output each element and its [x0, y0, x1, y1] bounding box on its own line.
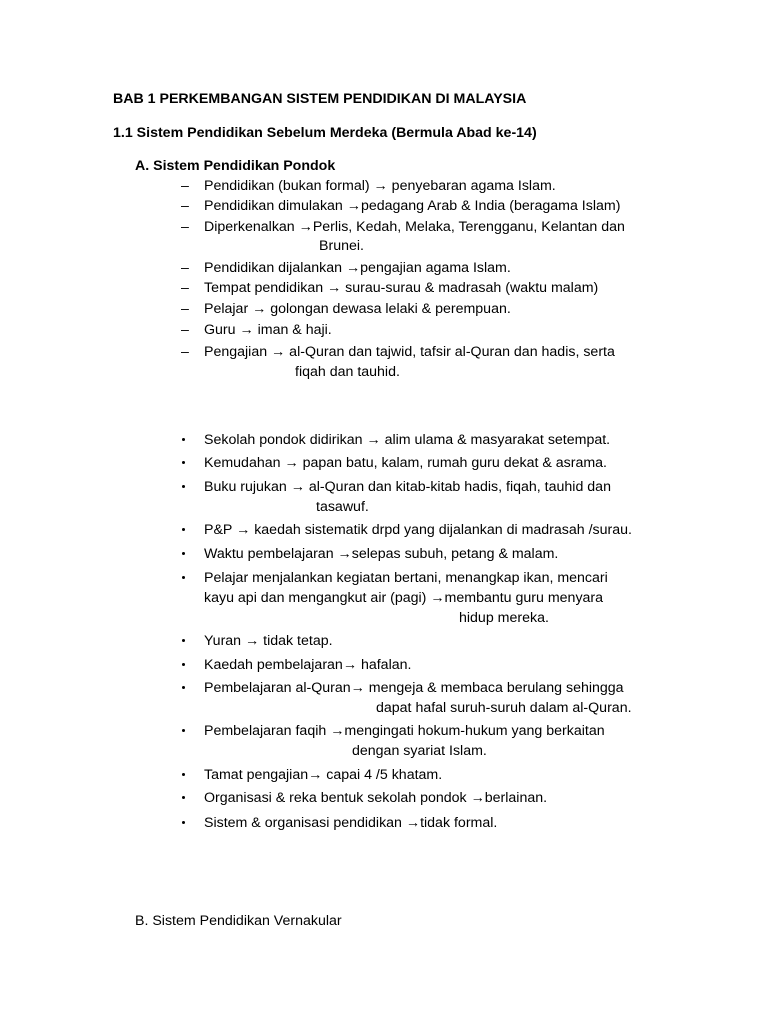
dash-marker: – — [181, 178, 189, 194]
list-item-continuation: dengan syariat Islam. — [352, 743, 487, 759]
dash-marker: – — [181, 280, 189, 296]
list-item-continuation: kayu api dan mengangkut air (pagi) →membantu guru menyara — [204, 590, 604, 606]
dash-marker: – — [181, 322, 189, 338]
list-item: Pelajar menjalankan kegiatan bertani, menangkap ikan, mencari — [204, 570, 608, 586]
list-item: Pengajian → al-Quran dan tajwid, tafsir al-Quran dan hadis, serta — [204, 344, 615, 360]
dash-marker: – — [181, 219, 189, 235]
list-item-continuation: tasawuf. — [316, 499, 369, 515]
list-item: Diperkenalkan →Perlis, Kedah, Melaka, Terengganu, Kelantan dan — [204, 219, 625, 235]
section-heading: 1.1 Sistem Pendidikan Sebelum Merdeka (Bermula Abad ke-14) — [113, 125, 537, 141]
dash-marker: – — [181, 344, 189, 360]
bullet-icon — [182, 796, 185, 799]
bullet-icon — [182, 729, 185, 732]
subsection-a-title: A. Sistem Pendidikan Pondok — [135, 158, 336, 174]
list-item-continuation: dapat hafal suruh-suruh dalam al-Quran. — [376, 700, 632, 716]
bullet-icon — [182, 576, 185, 579]
list-item: Pelajar → golongan dewasa lelaki & perempuan. — [204, 301, 511, 317]
list-item: Sekolah pondok didirikan → alim ulama & masyarakat setempat. — [204, 432, 611, 448]
list-item: Guru → iman & haji. — [204, 322, 332, 338]
bullet-icon — [182, 461, 185, 464]
bullet-icon — [182, 663, 185, 666]
subsection-b-title: B. Sistem Pendidikan Vernakular — [135, 913, 342, 929]
chapter-heading: BAB 1 PERKEMBANGAN SISTEM PENDIDIKAN DI MALAYSIA — [113, 91, 527, 107]
list-item: Organisasi & reka bentuk sekolah pondok →berlainan. — [204, 790, 548, 806]
list-item-continuation: fiqah dan tauhid. — [295, 364, 400, 380]
list-item: P&P → kaedah sistematik drpd yang dijalankan di madrasah /surau. — [204, 522, 632, 538]
bullet-icon — [182, 438, 185, 441]
list-item: Pendidikan dijalankan →pengajian agama Islam. — [204, 260, 511, 276]
list-item: Sistem & organisasi pendidikan →tidak formal. — [204, 815, 498, 831]
dash-marker: – — [181, 198, 189, 214]
list-item: Pembelajaran faqih →mengingati hokum-hukum yang berkaitan — [204, 723, 605, 739]
bullet-icon — [182, 773, 185, 776]
list-item: Yuran → tidak tetap. — [204, 633, 333, 649]
dash-marker: – — [181, 301, 189, 317]
dash-marker: – — [181, 260, 189, 276]
bullet-icon — [182, 552, 185, 555]
bullet-icon — [182, 485, 185, 488]
list-item: Buku rujukan → al-Quran dan kitab-kitab hadis, fiqah, tauhid dan — [204, 479, 611, 495]
list-item: Tempat pendidikan → surau-surau & madrasah (waktu malam) — [204, 280, 599, 296]
list-item: Kaedah pembelajaran→ hafalan. — [204, 657, 412, 673]
bullet-icon — [182, 821, 185, 824]
list-item-continuation: hidup mereka. — [459, 610, 549, 626]
list-item: Kemudahan → papan batu, kalam, rumah guru dekat & asrama. — [204, 455, 607, 471]
list-item: Waktu pembelajaran →selepas subuh, petang & malam. — [204, 546, 559, 562]
list-item: Pendidikan (bukan formal) → penyebaran agama Islam. — [204, 178, 556, 194]
list-item-continuation: Brunei. — [319, 238, 364, 254]
bullet-icon — [182, 639, 185, 642]
list-item: Tamat pengajian→ capai 4 /5 khatam. — [204, 767, 443, 783]
list-item: Pendidikan dimulakan →pedagang Arab & India (beragama Islam) — [204, 198, 621, 214]
bullet-icon — [182, 528, 185, 531]
list-item: Pembelajaran al-Quran→ mengeja & membaca berulang sehingga — [204, 680, 624, 696]
bullet-icon — [182, 686, 185, 689]
